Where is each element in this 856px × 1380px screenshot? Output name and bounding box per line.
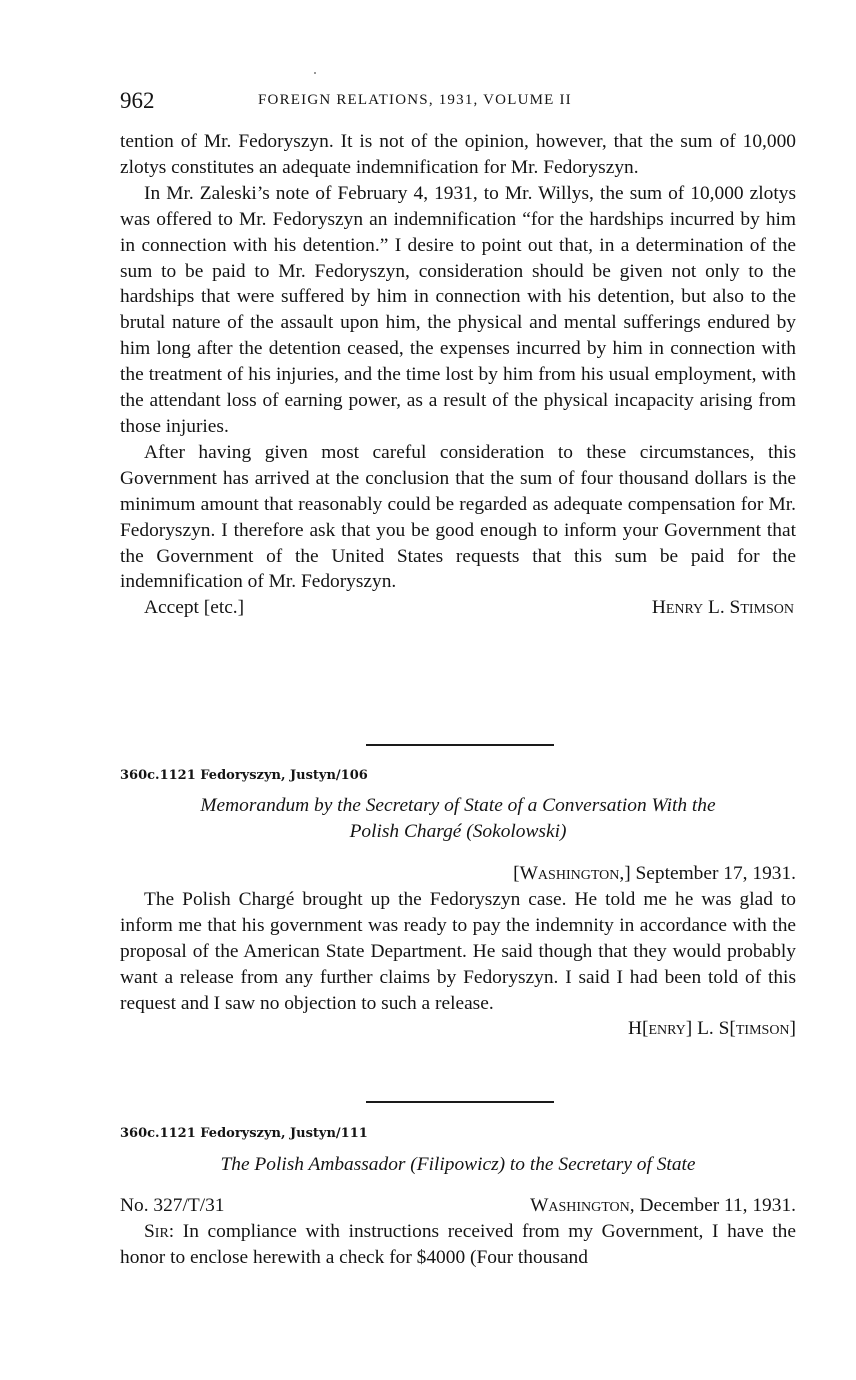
dateline-place: Washington, xyxy=(530,1195,635,1216)
letter-continuation xyxy=(120,129,796,621)
dateline xyxy=(530,1193,796,1219)
running-head: FOREIGN RELATIONS, 1931, VOLUME II xyxy=(258,92,572,108)
dateline-date: December 11, 1931. xyxy=(639,1195,796,1216)
document-title xyxy=(120,793,796,845)
page-header xyxy=(120,88,800,116)
number-date-line xyxy=(120,1193,796,1219)
section-divider xyxy=(366,1101,554,1103)
document-number: No. 327/T/31 xyxy=(120,1195,225,1216)
file-reference: 360c.1121 Fedoryszyn, Justyn/106 xyxy=(120,768,368,783)
memorandum-body xyxy=(120,861,796,1042)
document-title-line-1: Memorandum by the Secretary of State of a Conversation With the xyxy=(200,795,716,816)
paragraph-2: In Mr. Zaleski’s note of February 4, 1931, to Mr. Willys, the sum of 10,000 zlotys was offered to Mr. Fedoryszyn an indemnification “for the hardships incurred by him in connection with his detention.” I desire to point out that, in a determination of the sum to be paid to Mr. Fedoryszyn, consideration should be given not only to the hardships that were suffered by him in connection with his detention, but also to the brutal nature of the assault upon him, the physical and mental sufferings endured by him long after the detention ceased, the expenses incurred by him in connection with the treatment of his injuries, and the time lost by him from his usual employment, with the attendant loss of earning power, as a result of the physical incapacity arising from those injuries. xyxy=(120,182,796,437)
dateline-date: September 17, 1931. xyxy=(635,863,796,884)
memorandum-paragraph: The Polish Chargé brought up the Fedoryszyn case. He told me he was glad to inform me that his government was ready to pay the indemnity in accordance with the proposal of the American State Department. He said though that they would probably want a release from any further claims by Fedoryszyn. I said I had been told of this request and I saw no objection to such a release. xyxy=(120,888,796,1014)
document-title: The Polish Ambassador (Filipowicz) to the Secretary of State xyxy=(220,1154,696,1175)
dateline xyxy=(120,861,796,887)
letter-paragraph xyxy=(120,1219,796,1271)
closing-line xyxy=(120,595,796,621)
letter-body xyxy=(120,1193,796,1271)
section-divider xyxy=(366,744,554,746)
dateline-place: [Washington,] xyxy=(513,863,631,884)
signature-stimson: Henry L. Stimson xyxy=(651,597,794,619)
paragraph-1: tention of Mr. Fedoryszyn. It is not of the opinion, however, that the sum of 10,000 zlotys constitutes an adequate indemnification for Mr. Fedoryszyn. xyxy=(120,131,796,178)
memorandum-signature: H[enry] L. S[timson] xyxy=(627,1018,796,1040)
document-title-line-2: Polish Chargé (Sokolowski) xyxy=(349,821,567,842)
paragraph-3: After having given most careful consideration to these circumstances, this Government has arrived at the conclusion that the sum of four thousand dollars is the minimum amount that reasonably could be regarded as adequate compensation for Mr. Fedoryszyn. I therefore ask that you be good enough to inform your Government that the Government of the United States requests that this sum be paid for the indemnification of Mr. Fedoryszyn. xyxy=(120,441,796,593)
page-number: 962 xyxy=(120,88,155,113)
salutation: Sir: xyxy=(144,1220,175,1242)
file-reference: 360c.1121 Fedoryszyn, Justyn/111 xyxy=(120,1126,368,1141)
closing-formula: Accept [etc.] xyxy=(144,597,245,619)
letter-text: In compliance with instructions received from my Government, I have the honor to enclose herewith a check for $4000 (Four thousand xyxy=(120,1220,796,1268)
scan-speck xyxy=(314,72,316,74)
